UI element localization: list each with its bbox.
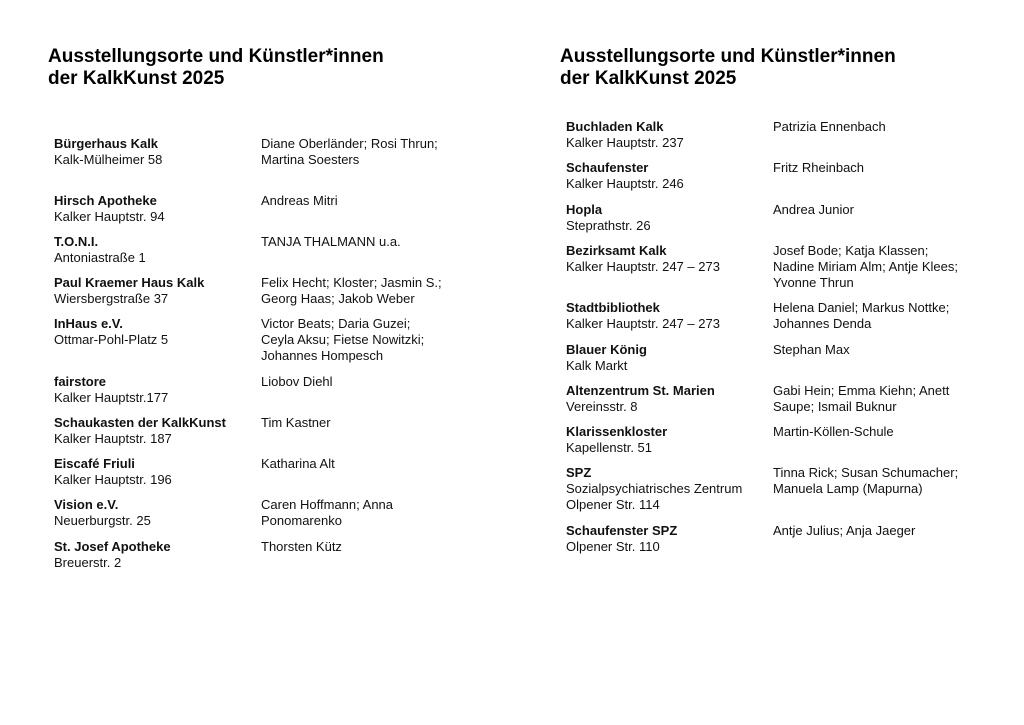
venue-address: Breuerstr. 2	[54, 555, 122, 570]
venue	[54, 497, 254, 529]
venue	[54, 456, 254, 488]
artists	[261, 275, 461, 307]
venue-name: Altenzentrum St. Marien	[566, 383, 715, 398]
artist-line: Antje Julius; Anja Jaeger	[773, 523, 916, 538]
venue-address: Antoniastraße 1	[54, 250, 146, 265]
artist-line: Georg Haas; Jakob Weber	[261, 291, 415, 306]
venue	[54, 374, 254, 406]
venue	[54, 316, 254, 348]
artist-line: Ceyla Aksu; Fietse Nowitzki;	[261, 332, 425, 347]
title-line-2: der KalkKunst 2025	[560, 68, 737, 89]
artists	[261, 456, 461, 472]
venue-address: Steprathstr. 26	[566, 218, 651, 233]
artists	[261, 316, 461, 364]
venue	[566, 243, 766, 275]
artists	[261, 234, 461, 250]
artist-line: Tim Kastner	[261, 415, 331, 430]
artists	[773, 243, 973, 291]
venue-name: fairstore	[54, 374, 107, 389]
venue	[566, 383, 766, 415]
venue-name: Schaufenster	[566, 160, 649, 175]
artist-line: Johannes Denda	[773, 316, 872, 331]
venue	[54, 193, 254, 225]
artist-line: Saupe; Ismail Buknur	[773, 399, 897, 414]
venue	[566, 300, 766, 332]
venue-name: Buchladen Kalk	[566, 119, 664, 134]
venue-name: Stadtbibliothek	[566, 300, 660, 315]
venue-name: Schaukasten der KalkKunst	[54, 415, 226, 430]
artist-line: Katharina Alt	[261, 456, 335, 471]
venue-name: Hirsch Apotheke	[54, 193, 157, 208]
venue	[566, 465, 766, 513]
page-title	[48, 46, 384, 90]
artist-line: Manuela Lamp (Mapurna)	[773, 481, 923, 496]
artist-line: Caren Hoffmann; Anna	[261, 497, 394, 512]
artists	[261, 374, 461, 390]
venue-address: Kalker Hauptstr.177	[54, 390, 169, 405]
venue	[566, 424, 766, 456]
artist-line: Johannes Hompesch	[261, 348, 384, 363]
artist-line: Liobov Diehl	[261, 374, 333, 389]
artist-line: Patrizia Ennenbach	[773, 119, 886, 134]
venue-name: Eiscafé Friuli	[54, 456, 135, 471]
artists	[773, 342, 973, 358]
artists	[261, 539, 461, 555]
venue-name: St. Josef Apotheke	[54, 539, 171, 554]
venue	[54, 136, 254, 168]
venue-address: Kalker Hauptstr. 187	[54, 431, 172, 446]
title-line-1: Ausstellungsorte und Künstler*innen	[48, 46, 384, 67]
venue-address: Kalk Markt	[566, 358, 628, 373]
artists	[773, 119, 973, 135]
artist-line: Felix Hecht; Kloster; Jasmin S.;	[261, 275, 442, 290]
artist-line: Yvonne Thrun	[773, 275, 854, 290]
artist-line: Helena Daniel; Markus Nottke;	[773, 300, 950, 315]
venue	[54, 539, 254, 571]
artist-line: Diane Oberländer; Rosi Thrun;	[261, 136, 438, 151]
venue-address: Kalker Hauptstr. 94	[54, 209, 165, 224]
venue-address: Neuerburgstr. 25	[54, 513, 151, 528]
artist-line: Nadine Miriam Alm; Antje Klees;	[773, 259, 958, 274]
artists	[773, 160, 973, 176]
artist-line: Josef Bode; Katja Klassen;	[773, 243, 929, 258]
artists	[261, 193, 461, 209]
venue-name: Vision e.V.	[54, 497, 119, 512]
artist-line: Andrea Junior	[773, 202, 854, 217]
venue-address: Ottmar-Pohl-Platz 5	[54, 332, 169, 347]
venue-name: Paul Kraemer Haus Kalk	[54, 275, 205, 290]
venue	[566, 342, 766, 374]
title-line-2: der KalkKunst 2025	[48, 68, 225, 89]
artists	[773, 523, 973, 539]
artists	[773, 424, 973, 440]
page-title	[560, 46, 896, 90]
venue-address: Kalker Hauptstr. 196	[54, 472, 172, 487]
venue-address: Kalk-Mülheimer 58	[54, 152, 163, 167]
venue	[54, 415, 254, 447]
venue-name: Hopla	[566, 202, 603, 217]
artist-line: Stephan Max	[773, 342, 850, 357]
artist-line: Tinna Rick; Susan Schumacher;	[773, 465, 959, 480]
venue	[566, 523, 766, 555]
artists	[773, 383, 973, 415]
artists	[773, 202, 973, 218]
venue-name: SPZ	[566, 465, 592, 480]
venue-address: Kalker Hauptstr. 246	[566, 176, 684, 191]
venue-address: Olpener Str. 110	[566, 539, 660, 554]
artists	[261, 136, 461, 168]
venue	[566, 160, 766, 192]
artist-line: Fritz Rheinbach	[773, 160, 865, 175]
venue	[566, 202, 766, 234]
venue-address: Olpener Str. 114	[566, 497, 660, 512]
artist-line: Andreas Mitri	[261, 193, 338, 208]
venue-name: Blauer König	[566, 342, 647, 357]
venue-name: Schaufenster SPZ	[566, 523, 678, 538]
venue-name: Klarissenkloster	[566, 424, 668, 439]
venue-address: Kapellenstr. 51	[566, 440, 653, 455]
venue-address: Kalker Hauptstr. 247 – 273	[566, 316, 720, 331]
artists	[773, 300, 973, 332]
venue	[54, 234, 254, 266]
artist-line: Ponomarenko	[261, 513, 342, 528]
venue-address: Kalker Hauptstr. 237	[566, 135, 684, 150]
venue-address: Vereinsstr. 8	[566, 399, 638, 414]
artist-line: TANJA THALMANN u.a.	[261, 234, 401, 249]
venue-address: Sozialpsychiatrisches Zentrum	[566, 481, 743, 496]
artists	[773, 465, 973, 497]
venue-name: Bürgerhaus Kalk	[54, 136, 159, 151]
venue-address: Wiersbergstraße 37	[54, 291, 169, 306]
artist-line: Victor Beats; Daria Guzei;	[261, 316, 411, 331]
title-line-1: Ausstellungsorte und Künstler*innen	[560, 46, 896, 67]
venue-name: T.O.N.I.	[54, 234, 99, 249]
artist-line: Gabi Hein; Emma Kiehn; Anett	[773, 383, 950, 398]
artists	[261, 497, 461, 529]
venue-name: InHaus e.V.	[54, 316, 123, 331]
artist-line: Martin-Köllen-Schule	[773, 424, 894, 439]
venue-name: Bezirksamt Kalk	[566, 243, 667, 258]
artist-line: Martina Soesters	[261, 152, 360, 167]
artists	[261, 415, 461, 431]
venue-address: Kalker Hauptstr. 247 – 273	[566, 259, 720, 274]
artist-line: Thorsten Kütz	[261, 539, 342, 554]
venue	[54, 275, 254, 307]
venue	[566, 119, 766, 151]
